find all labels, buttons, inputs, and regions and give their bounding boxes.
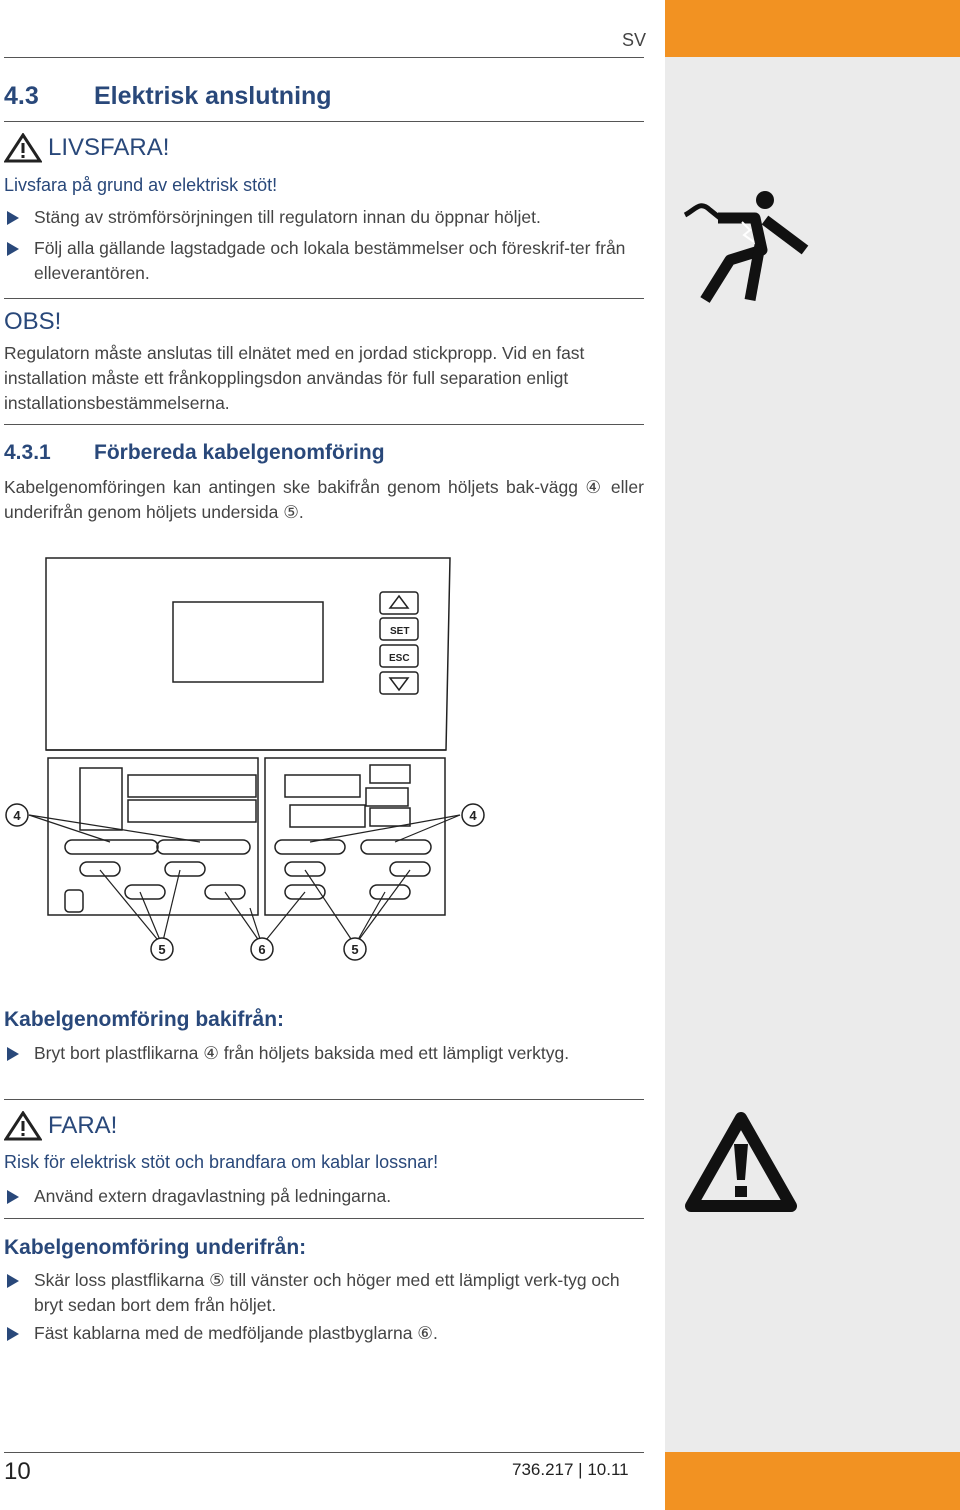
rule [4, 1099, 644, 1100]
orange-tab-bottom [665, 1452, 960, 1510]
general-warning-icon [685, 1112, 797, 1212]
danger-subtitle: Risk för elektrisk stöt och brandfara om kablar lossnar! [4, 1152, 439, 1172]
warning-subtitle: Livsfara på grund av elektrisk stöt! [4, 175, 278, 195]
esc-button-label: ESC [389, 653, 410, 664]
controller-housing-figure [0, 550, 500, 970]
callout-4-right: 4 [469, 808, 477, 823]
bullet-item: Bryt bort plastflikarna ④ från höljets baksida med ett lämpligt verktyg. [4, 1041, 644, 1066]
set-button-label: SET [390, 626, 410, 637]
subsection-intro: Kabelgenomföringen kan antingen ske bakifrån genom höljets bak-vägg ④ eller underifrån genom höljets undersida ⑤. [4, 477, 644, 522]
bullet-item: Stäng av strömförsörjningen till regulatorn innan du öppnar höljet. [4, 205, 644, 230]
callout-5-right: 5 [351, 942, 359, 957]
bullet-item: Följ alla gällande lagstadgade och lokala bestämmelser och föreskrif-ter från elleverantören. [4, 236, 644, 286]
callout-6: 6 [258, 942, 266, 957]
section-title: Elektrisk anslutning [94, 82, 332, 110]
warning-triangle-icon [4, 133, 42, 163]
language-code: SV [622, 30, 647, 50]
rule [4, 1218, 644, 1219]
electric-shock-icon [680, 190, 820, 310]
subsection-number: 4.3.1 [4, 441, 51, 464]
warning-title-row [4, 133, 169, 163]
rule [4, 298, 644, 299]
bottom-entry-bullets [4, 1268, 644, 1346]
orange-tab-top [665, 0, 960, 57]
note-title: OBS! [4, 308, 62, 335]
bottom-entry-heading: Kabelgenomföring underifrån: [4, 1236, 307, 1259]
rule [4, 121, 644, 122]
subsection-heading [4, 441, 385, 465]
section-heading [4, 82, 332, 111]
callout-4-left: 4 [13, 808, 21, 823]
warning-bullets [4, 205, 644, 286]
warning-title: LIVSFARA! [48, 134, 170, 161]
danger-title: FARA! [48, 1112, 118, 1139]
subsection-title: Förbereda kabelgenomföring [94, 441, 385, 464]
rear-entry-heading: Kabelgenomföring bakifrån: [4, 1008, 285, 1031]
bullet-item: Fäst kablarna med de medföljande plastbyglarna ⑥. [4, 1321, 644, 1346]
document-number: 736.217 | 10.11 [512, 1460, 629, 1479]
danger-bullets [4, 1184, 644, 1209]
danger-title-row [4, 1111, 117, 1141]
warning-triangle-icon [4, 1111, 42, 1141]
header-rule [4, 57, 644, 58]
bullet-item: Skär loss plastflikarna ⑤ till vänster och höger med ett lämpligt verk-tyg och bryt sedan bort dem från höljet. [4, 1268, 644, 1318]
note-text: Regulatorn måste anslutas till elnätet med en jordad stickpropp. Vid en fast installation måste ett frånkopplingsdon användas för full separation enligt installationsbestämmelserna. [4, 343, 585, 413]
section-number: 4.3 [4, 82, 39, 110]
callout-5-left: 5 [158, 942, 166, 957]
footer-rule [4, 1452, 644, 1453]
rear-entry-bullets [4, 1041, 644, 1066]
rule [4, 424, 644, 425]
bullet-item: Använd extern dragavlastning på ledningarna. [4, 1184, 644, 1209]
page-number: 10 [4, 1458, 31, 1485]
